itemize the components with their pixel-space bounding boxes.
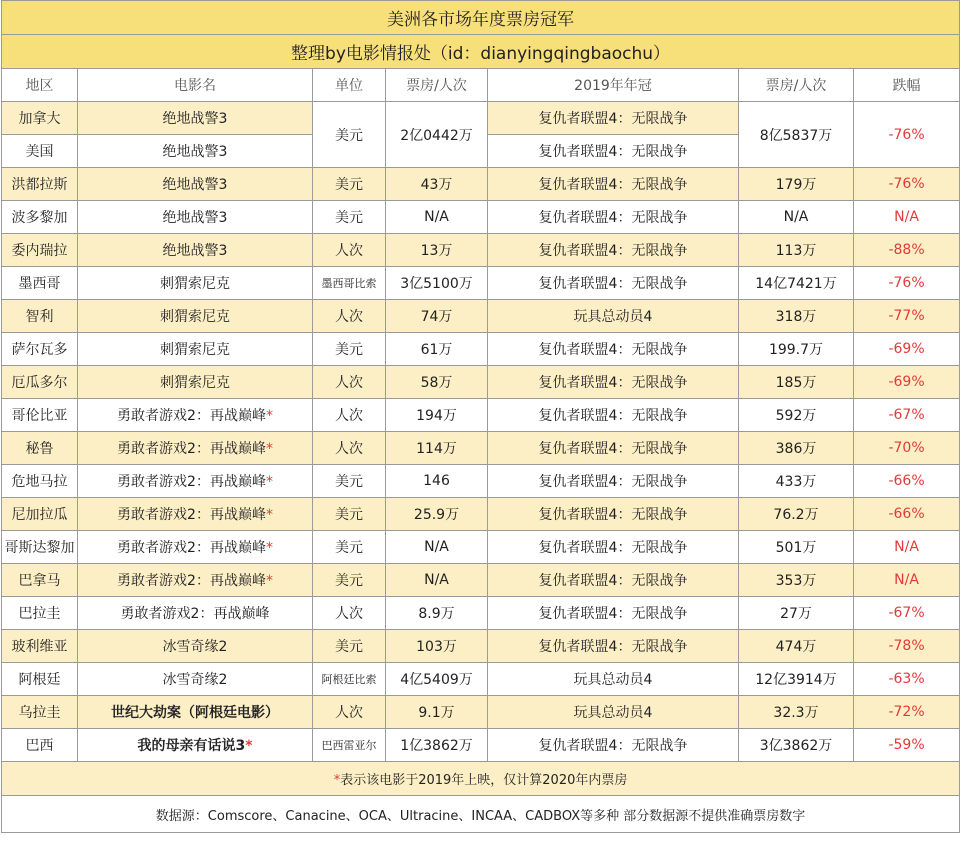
- gross-2019-cell: 592万: [739, 399, 854, 432]
- gross-2019-cell: 14亿7421万: [739, 267, 854, 300]
- gross-2019-cell: 318万: [739, 300, 854, 333]
- unit-cell: 美元: [313, 564, 386, 597]
- table-row: [2, 399, 960, 432]
- gross-2019-cell: 12亿3914万: [739, 663, 854, 696]
- film-cell: [78, 597, 313, 630]
- release-2019-star: *: [265, 408, 273, 424]
- unit-cell: 人次: [313, 597, 386, 630]
- drop-cell: -69%: [854, 333, 960, 366]
- drop-cell: -76%: [854, 267, 960, 300]
- gross-cell: N/A: [386, 564, 488, 597]
- champ-2019-cell: 复仇者联盟4：无限战争: [488, 465, 739, 498]
- film-cell: [78, 399, 313, 432]
- champ-2019-cell: 复仇者联盟4：无限战争: [488, 432, 739, 465]
- region-cell: 巴拉圭: [2, 597, 78, 630]
- gross-cell: 9.1万: [386, 696, 488, 729]
- film-cell: [78, 168, 313, 201]
- region-cell: 巴拿马: [2, 564, 78, 597]
- gross-cell: 8.9万: [386, 597, 488, 630]
- region-cell: 加拿大: [2, 102, 78, 135]
- champ-2019-cell: 复仇者联盟4：无限战争: [488, 201, 739, 234]
- drop-cell: -67%: [854, 597, 960, 630]
- unit-cell: 美元: [313, 102, 386, 168]
- drop-cell: -66%: [854, 498, 960, 531]
- champ-2019-cell: 复仇者联盟4：无限战争: [488, 366, 739, 399]
- gross-2019-cell: 27万: [739, 597, 854, 630]
- champ-2019-cell: 复仇者联盟4：无限战争: [488, 564, 739, 597]
- region-cell: 智利: [2, 300, 78, 333]
- unit-cell: 人次: [313, 366, 386, 399]
- release-2019-star: *: [265, 474, 273, 490]
- table-row: [2, 564, 960, 597]
- film-title: 绝地战警3: [162, 243, 228, 259]
- table-row: [2, 630, 960, 663]
- champ-2019-cell: 玩具总动员4: [488, 663, 739, 696]
- champ-2019-cell: 复仇者联盟4：无限战争: [488, 729, 739, 762]
- table-row: [2, 465, 960, 498]
- champ-2019-cell: 复仇者联盟4：无限战争: [488, 399, 739, 432]
- unit-cell: 墨西哥比索: [313, 267, 386, 300]
- film-cell: [78, 498, 313, 531]
- header-film: 电影名: [78, 69, 313, 102]
- gross-2019-cell: 32.3万: [739, 696, 854, 729]
- unit-cell: 美元: [313, 498, 386, 531]
- gross-cell: 74万: [386, 300, 488, 333]
- table-row: [2, 696, 960, 729]
- release-2019-star: *: [265, 573, 273, 589]
- title-line-1: 美洲各市场年度票房冠军: [2, 1, 960, 35]
- film-title: 刺猬索尼克: [160, 309, 230, 325]
- gross-cell: 61万: [386, 333, 488, 366]
- region-cell: 秘鲁: [2, 432, 78, 465]
- gross-2019-cell: N/A: [739, 201, 854, 234]
- drop-cell: N/A: [854, 531, 960, 564]
- gross-cell: 194万: [386, 399, 488, 432]
- region-cell: 委内瑞拉: [2, 234, 78, 267]
- film-cell: [78, 564, 313, 597]
- release-2019-star: *: [265, 540, 273, 556]
- film-title: 刺猬索尼克: [160, 342, 230, 358]
- gross-2019-cell: 433万: [739, 465, 854, 498]
- unit-cell: 阿根廷比索: [313, 663, 386, 696]
- film-cell: [78, 234, 313, 267]
- unit-cell: 美元: [313, 531, 386, 564]
- film-cell: [78, 531, 313, 564]
- unit-cell: 美元: [313, 168, 386, 201]
- region-cell: 波多黎加: [2, 201, 78, 234]
- film-title: 刺猬索尼克: [160, 276, 230, 292]
- champ-2019-cell: 复仇者联盟4：无限战争: [488, 102, 739, 135]
- film-cell: [78, 102, 313, 135]
- release-2019-star: *: [265, 507, 273, 523]
- gross-cell: N/A: [386, 531, 488, 564]
- drop-cell: -88%: [854, 234, 960, 267]
- gross-2019-cell: 185万: [739, 366, 854, 399]
- table-row: [2, 366, 960, 399]
- gross-cell: 4亿5409万: [386, 663, 488, 696]
- release-2019-star: *: [245, 738, 253, 754]
- unit-cell: 人次: [313, 696, 386, 729]
- unit-cell: 巴西雷亚尔: [313, 729, 386, 762]
- film-title: 刺猬索尼克: [160, 375, 230, 391]
- champ-2019-cell: 复仇者联盟4：无限战争: [488, 531, 739, 564]
- region-cell: 尼加拉瓜: [2, 498, 78, 531]
- drop-cell: -63%: [854, 663, 960, 696]
- gross-cell: 103万: [386, 630, 488, 663]
- film-cell: [78, 135, 313, 168]
- gross-cell: 13万: [386, 234, 488, 267]
- film-title: 冰雪奇缘2: [162, 672, 228, 688]
- drop-cell: -67%: [854, 399, 960, 432]
- film-title: 绝地战警3: [162, 210, 228, 226]
- region-cell: 美国: [2, 135, 78, 168]
- drop-cell: N/A: [854, 201, 960, 234]
- region-cell: 乌拉圭: [2, 696, 78, 729]
- unit-cell: 人次: [313, 300, 386, 333]
- region-cell: 哥斯达黎加: [2, 531, 78, 564]
- champ-2019-cell: 复仇者联盟4：无限战争: [488, 333, 739, 366]
- header-unit: 单位: [313, 69, 386, 102]
- table-row: [2, 267, 960, 300]
- unit-cell: 美元: [313, 333, 386, 366]
- box-office-table: [1, 0, 960, 833]
- release-2019-star: *: [265, 441, 273, 457]
- gross-cell: 1亿3862万: [386, 729, 488, 762]
- table-row: [2, 729, 960, 762]
- film-cell: [78, 630, 313, 663]
- gross-2019-cell: 474万: [739, 630, 854, 663]
- header-region: 地区: [2, 69, 78, 102]
- table-row: [2, 663, 960, 696]
- region-cell: 墨西哥: [2, 267, 78, 300]
- film-cell: [78, 201, 313, 234]
- region-cell: 哥伦比亚: [2, 399, 78, 432]
- film-cell: [78, 300, 313, 333]
- film-cell: [78, 333, 313, 366]
- gross-2019-cell: 3亿3862万: [739, 729, 854, 762]
- region-cell: 萨尔瓦多: [2, 333, 78, 366]
- gross-2019-cell: 179万: [739, 168, 854, 201]
- drop-cell: -72%: [854, 696, 960, 729]
- gross-cell: 114万: [386, 432, 488, 465]
- film-title: 勇敢者游戏2：再战巅峰: [117, 408, 266, 424]
- film-cell: [78, 432, 313, 465]
- region-cell: 厄瓜多尔: [2, 366, 78, 399]
- drop-cell: -66%: [854, 465, 960, 498]
- header-gross-2019: 票房/人次: [739, 69, 854, 102]
- drop-cell: -78%: [854, 630, 960, 663]
- champ-2019-cell: 复仇者联盟4：无限战争: [488, 597, 739, 630]
- film-title: 勇敢者游戏2：再战巅峰: [117, 573, 266, 589]
- gross-cell: N/A: [386, 201, 488, 234]
- gross-2019-cell: 353万: [739, 564, 854, 597]
- film-cell: [78, 267, 313, 300]
- table-row: [2, 333, 960, 366]
- film-title: 勇敢者游戏2：再战巅峰: [120, 606, 270, 622]
- footnote-row: [2, 762, 960, 796]
- region-cell: 阿根廷: [2, 663, 78, 696]
- champ-2019-cell: 玩具总动员4: [488, 300, 739, 333]
- film-title: 世纪大劫案（阿根廷电影）: [111, 705, 279, 721]
- drop-cell: -69%: [854, 366, 960, 399]
- unit-cell: 美元: [313, 201, 386, 234]
- table-row: [2, 168, 960, 201]
- film-title: 勇敢者游戏2：再战巅峰: [117, 540, 266, 556]
- gross-2019-cell: 199.7万: [739, 333, 854, 366]
- film-cell: [78, 663, 313, 696]
- unit-cell: 人次: [313, 234, 386, 267]
- header-drop: 跌幅: [854, 69, 960, 102]
- gross-cell: 146: [386, 465, 488, 498]
- champ-2019-cell: 复仇者联盟4：无限战争: [488, 135, 739, 168]
- gross-cell: 3亿5100万: [386, 267, 488, 300]
- champ-2019-cell: 复仇者联盟4：无限战争: [488, 630, 739, 663]
- gross-cell: 2亿0442万: [386, 102, 488, 168]
- footnote: [2, 762, 960, 796]
- film-title: 绝地战警3: [162, 144, 228, 160]
- footnote-text: 表示该电影于2019年上映，仅计算2020年内票房: [340, 773, 628, 788]
- region-cell: 玻利维亚: [2, 630, 78, 663]
- drop-cell: -76%: [854, 168, 960, 201]
- drop-cell: N/A: [854, 564, 960, 597]
- gross-cell: 43万: [386, 168, 488, 201]
- unit-cell: 人次: [313, 399, 386, 432]
- film-cell: [78, 729, 313, 762]
- film-cell: [78, 465, 313, 498]
- drop-cell: -59%: [854, 729, 960, 762]
- film-cell: [78, 696, 313, 729]
- film-title: 勇敢者游戏2：再战巅峰: [117, 441, 266, 457]
- drop-cell: -76%: [854, 102, 960, 168]
- table-row: [2, 531, 960, 564]
- table-row: [2, 300, 960, 333]
- unit-cell: 美元: [313, 630, 386, 663]
- champ-2019-cell: 复仇者联盟4：无限战争: [488, 498, 739, 531]
- region-cell: 巴西: [2, 729, 78, 762]
- data-source: 数据源：Comscore、Canacine、OCA、Ultracine、INCAA、CADBOX等多种 部分数据源不提供准确票房数字: [2, 796, 960, 833]
- table-row: [2, 498, 960, 531]
- film-title: 冰雪奇缘2: [162, 639, 228, 655]
- film-title: 勇敢者游戏2：再战巅峰: [117, 507, 266, 523]
- gross-cell: 58万: [386, 366, 488, 399]
- film-title: 勇敢者游戏2：再战巅峰: [117, 474, 266, 490]
- gross-2019-cell: 501万: [739, 531, 854, 564]
- table-row: [2, 102, 960, 135]
- title-line-2: 整理by电影情报处（id：dianyingqingbaochu）: [2, 35, 960, 69]
- champ-2019-cell: 玩具总动员4: [488, 696, 739, 729]
- film-title: 绝地战警3: [162, 111, 228, 127]
- champ-2019-cell: 复仇者联盟4：无限战争: [488, 267, 739, 300]
- region-cell: 洪都拉斯: [2, 168, 78, 201]
- header-gross: 票房/人次: [386, 69, 488, 102]
- gross-2019-cell: 113万: [739, 234, 854, 267]
- gross-2019-cell: 8亿5837万: [739, 102, 854, 168]
- film-cell: [78, 366, 313, 399]
- source-row: [2, 796, 960, 833]
- film-title: 绝地战警3: [162, 177, 228, 193]
- drop-cell: -77%: [854, 300, 960, 333]
- gross-cell: 25.9万: [386, 498, 488, 531]
- champ-2019-cell: 复仇者联盟4：无限战争: [488, 234, 739, 267]
- film-title: 我的母亲有话说3: [137, 738, 246, 754]
- drop-cell: -70%: [854, 432, 960, 465]
- table-row: [2, 597, 960, 630]
- table-row: [2, 234, 960, 267]
- header-champ-2019: 2019年年冠: [488, 69, 739, 102]
- footnote-star: *: [333, 773, 341, 788]
- gross-2019-cell: 386万: [739, 432, 854, 465]
- table-row: [2, 201, 960, 234]
- unit-cell: 人次: [313, 432, 386, 465]
- champ-2019-cell: 复仇者联盟4：无限战争: [488, 168, 739, 201]
- region-cell: 危地马拉: [2, 465, 78, 498]
- unit-cell: 美元: [313, 465, 386, 498]
- gross-2019-cell: 76.2万: [739, 498, 854, 531]
- table-row: [2, 432, 960, 465]
